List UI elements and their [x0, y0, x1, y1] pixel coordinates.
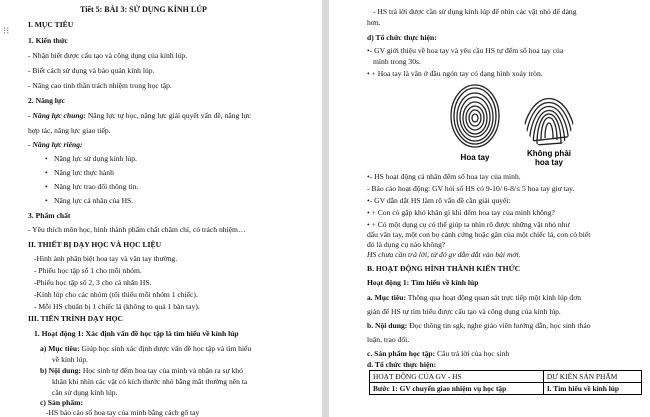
list-item: • Năng lực sử dụng kính lúp.: [54, 154, 137, 163]
table-row: [370, 383, 642, 395]
table-cell: Bước 1: GV chuyển giao nhiệm vụ học tập: [370, 383, 544, 395]
objective: a. Mục tiêu: Thông qua hoạt động quan sát trực tiếp một kính lúp đơn: [367, 293, 582, 302]
equipment-4: -Kính lúp cho các nhóm (tối thiểu mỗi nhóm 1 chiếc).: [34, 290, 198, 299]
equipment-2: - Phiếu học tập số 1 cho mỗi nhóm.: [34, 266, 142, 275]
activity-1-objective: a) Mục tiêu: Giúp học sinh xác định được vấn đề học tập và tìm hiểu: [40, 344, 252, 353]
specific-competence-label: - Năng lực riêng:: [28, 140, 83, 149]
activity-1-objective-cont: về kính lúp.: [52, 355, 89, 364]
organize-heading: d) Tổ chức thực hiện:: [367, 33, 437, 42]
equipment-5: - Mỗi HS chuẩn bị 1 chiếc lá (không to quá 1 bàn tay).: [34, 302, 200, 311]
content-cont: luận, trao đổi.: [367, 335, 410, 344]
activity-1-content-cont: khăn khi nhìn các vật có kích thước nhỏ bằng mắt thường nên ta: [52, 377, 248, 386]
knowledge-1: - Nhận biết được cấu tạo và công dụng của kính lúp.: [28, 51, 188, 60]
organize-1: •- GV giới thiệu về hoa tay và yêu cầu HS tự đếm số hoa tay của: [367, 46, 564, 55]
drag-handle-icon[interactable]: ⁝⁝: [3, 26, 10, 37]
step-4: • + Con có gặp khó khăn gì khi đếm hoa tay của mình không?: [367, 208, 555, 217]
heading-competence: 2. Năng lực: [28, 96, 65, 105]
list-item: • Năng lực trao đổi thông tin.: [54, 182, 138, 191]
heading-knowledge: 1. Kiến thức: [28, 36, 68, 45]
content: b. Nội dung: Đọc thông tin sgk, nghe giáo viên hướng dẫn, học sinh thảo: [367, 321, 591, 330]
equipment-3: -Phiếu học tập số 2, 3 cho cá nhân HS.: [34, 278, 152, 287]
activity-1-content: b) Nội dung: Học sinh tự đếm hoa tay của mình và nhận ra sự khó: [40, 366, 243, 375]
table-header-row: [370, 371, 642, 383]
qualities-1: - Yêu thích môn học, hình thành phẩm chất chăm chỉ, có trách nhiệm…: [28, 225, 246, 234]
whorl-fingerprint-icon: [448, 82, 502, 150]
table-header-cell: HOẠT ĐỘNG CỦA GV - HS: [370, 371, 544, 383]
figure-label-not-whorl: Không phải: [527, 149, 571, 158]
table-header-cell: DỰ KIẾN SẢN PHẨM: [543, 371, 641, 383]
organize-2: • + Hoa tay là vân ở đầu ngón tay có dạng hình xoáy tròn.: [367, 69, 543, 78]
table-cell: I. Tìm hiểu về kính lúp: [543, 383, 641, 395]
lesson-title: Tiết 5: BÀI 3: SỬ DỤNG KÍNH LÚP: [80, 5, 207, 14]
heading-qualities: 3. Phẩm chất: [28, 211, 71, 220]
answer-line: - HS trả lời được cần sử dụng kính lúp để nhìn các vật nhỏ để dàng: [373, 7, 577, 16]
list-item: • Năng lực thực hành: [54, 168, 114, 177]
general-competence: - Năng lực chung: Năng lực tự học, năng lực giải quyết vấn đề, năng lực: [28, 111, 251, 120]
activity-heading: Hoạt động 1: Tìm hiểu về kính lúp: [367, 278, 479, 287]
loop-fingerprint-icon: [521, 99, 577, 155]
step-5-cont: dấu vân tay, một con bọ cánh cứng hoặc gân của một chiếc lá, con có biết: [367, 230, 591, 239]
list-item: • Năng lực cá nhân của HS.: [54, 196, 133, 205]
step-6: HS chưa cần trả lời, từ đó gv dẫn dắt vào bài mới.: [367, 250, 521, 259]
step-3: •- GV dẫn dắt HS làm rõ vấn đề cần giải quyết:: [367, 196, 511, 205]
activity-1-heading: 1. Hoạt động 1: Xác định vấn đề học tập là tìm hiểu về kính lúp: [34, 329, 239, 338]
document-page-right: [329, 0, 650, 417]
equipment-1: -Hình ảnh phân biệt hoa tay và vân tay thường.: [34, 254, 178, 263]
product: c. Sản phẩm học tập: Câu trả lời của học sinh: [367, 349, 510, 358]
knowledge-3: - Nâng cao tinh thần trách nhiệm trong học tập.: [28, 81, 172, 90]
step-1: •- HS hoạt động cá nhân đếm số hoa tay của mình.: [367, 172, 521, 181]
section-objectives: I. MỤC TIÊU: [28, 20, 74, 29]
answer-line-cont: hơn.: [367, 18, 381, 27]
knowledge-2: - Biết cách sử dụng và bảo quản kính lúp.: [28, 66, 155, 75]
activity-1-product-label: c) Sản phẩm:: [40, 398, 84, 407]
activity-1-product: -HS báo cáo số hoa tay của mình bằng cách gõ tay: [46, 408, 200, 417]
step-5-cont2: đó là dụng cụ nào không?: [367, 240, 446, 249]
figure-label-whorl: Hoa tay: [460, 153, 490, 162]
activity-1-content-cont2: cần sử dụng kính lúp.: [52, 388, 118, 397]
section-b-heading: B. HOẠT ĐỘNG HÌNH THÀNH KIẾN THỨC: [367, 264, 521, 273]
organize-1-cont: mình trong 30s.: [373, 57, 421, 66]
step-2: - Báo cáo hoạt động: GV hỏi số HS có 9-10/ 6-8/≤ 5 hoa tay giơ tay.: [367, 184, 575, 193]
general-competence-cont: hợp tác, năng lực giao tiếp.: [28, 126, 111, 135]
fingerprint-figure: [437, 80, 587, 168]
activity-table: [369, 370, 642, 395]
step-5: • + Có một dụng cụ có thể giúp ta nhìn rõ được những vật nhỏ như: [367, 220, 570, 229]
organize-heading-2: d. Tổ chức thực hiện:: [367, 360, 437, 369]
figure-label-not-whorl-2: hoa tay: [534, 158, 564, 167]
section-process: III. TIẾN TRÌNH DẠY HỌC: [28, 314, 124, 323]
document-page-left: [0, 0, 322, 417]
objective-cont: giản để HS tự tìm hiểu được cấu tạo và công dụng của kính lúp.: [367, 307, 561, 316]
section-equipment: II. THIẾT BỊ DẠY HỌC VÀ HỌC LIỆU: [28, 240, 162, 249]
